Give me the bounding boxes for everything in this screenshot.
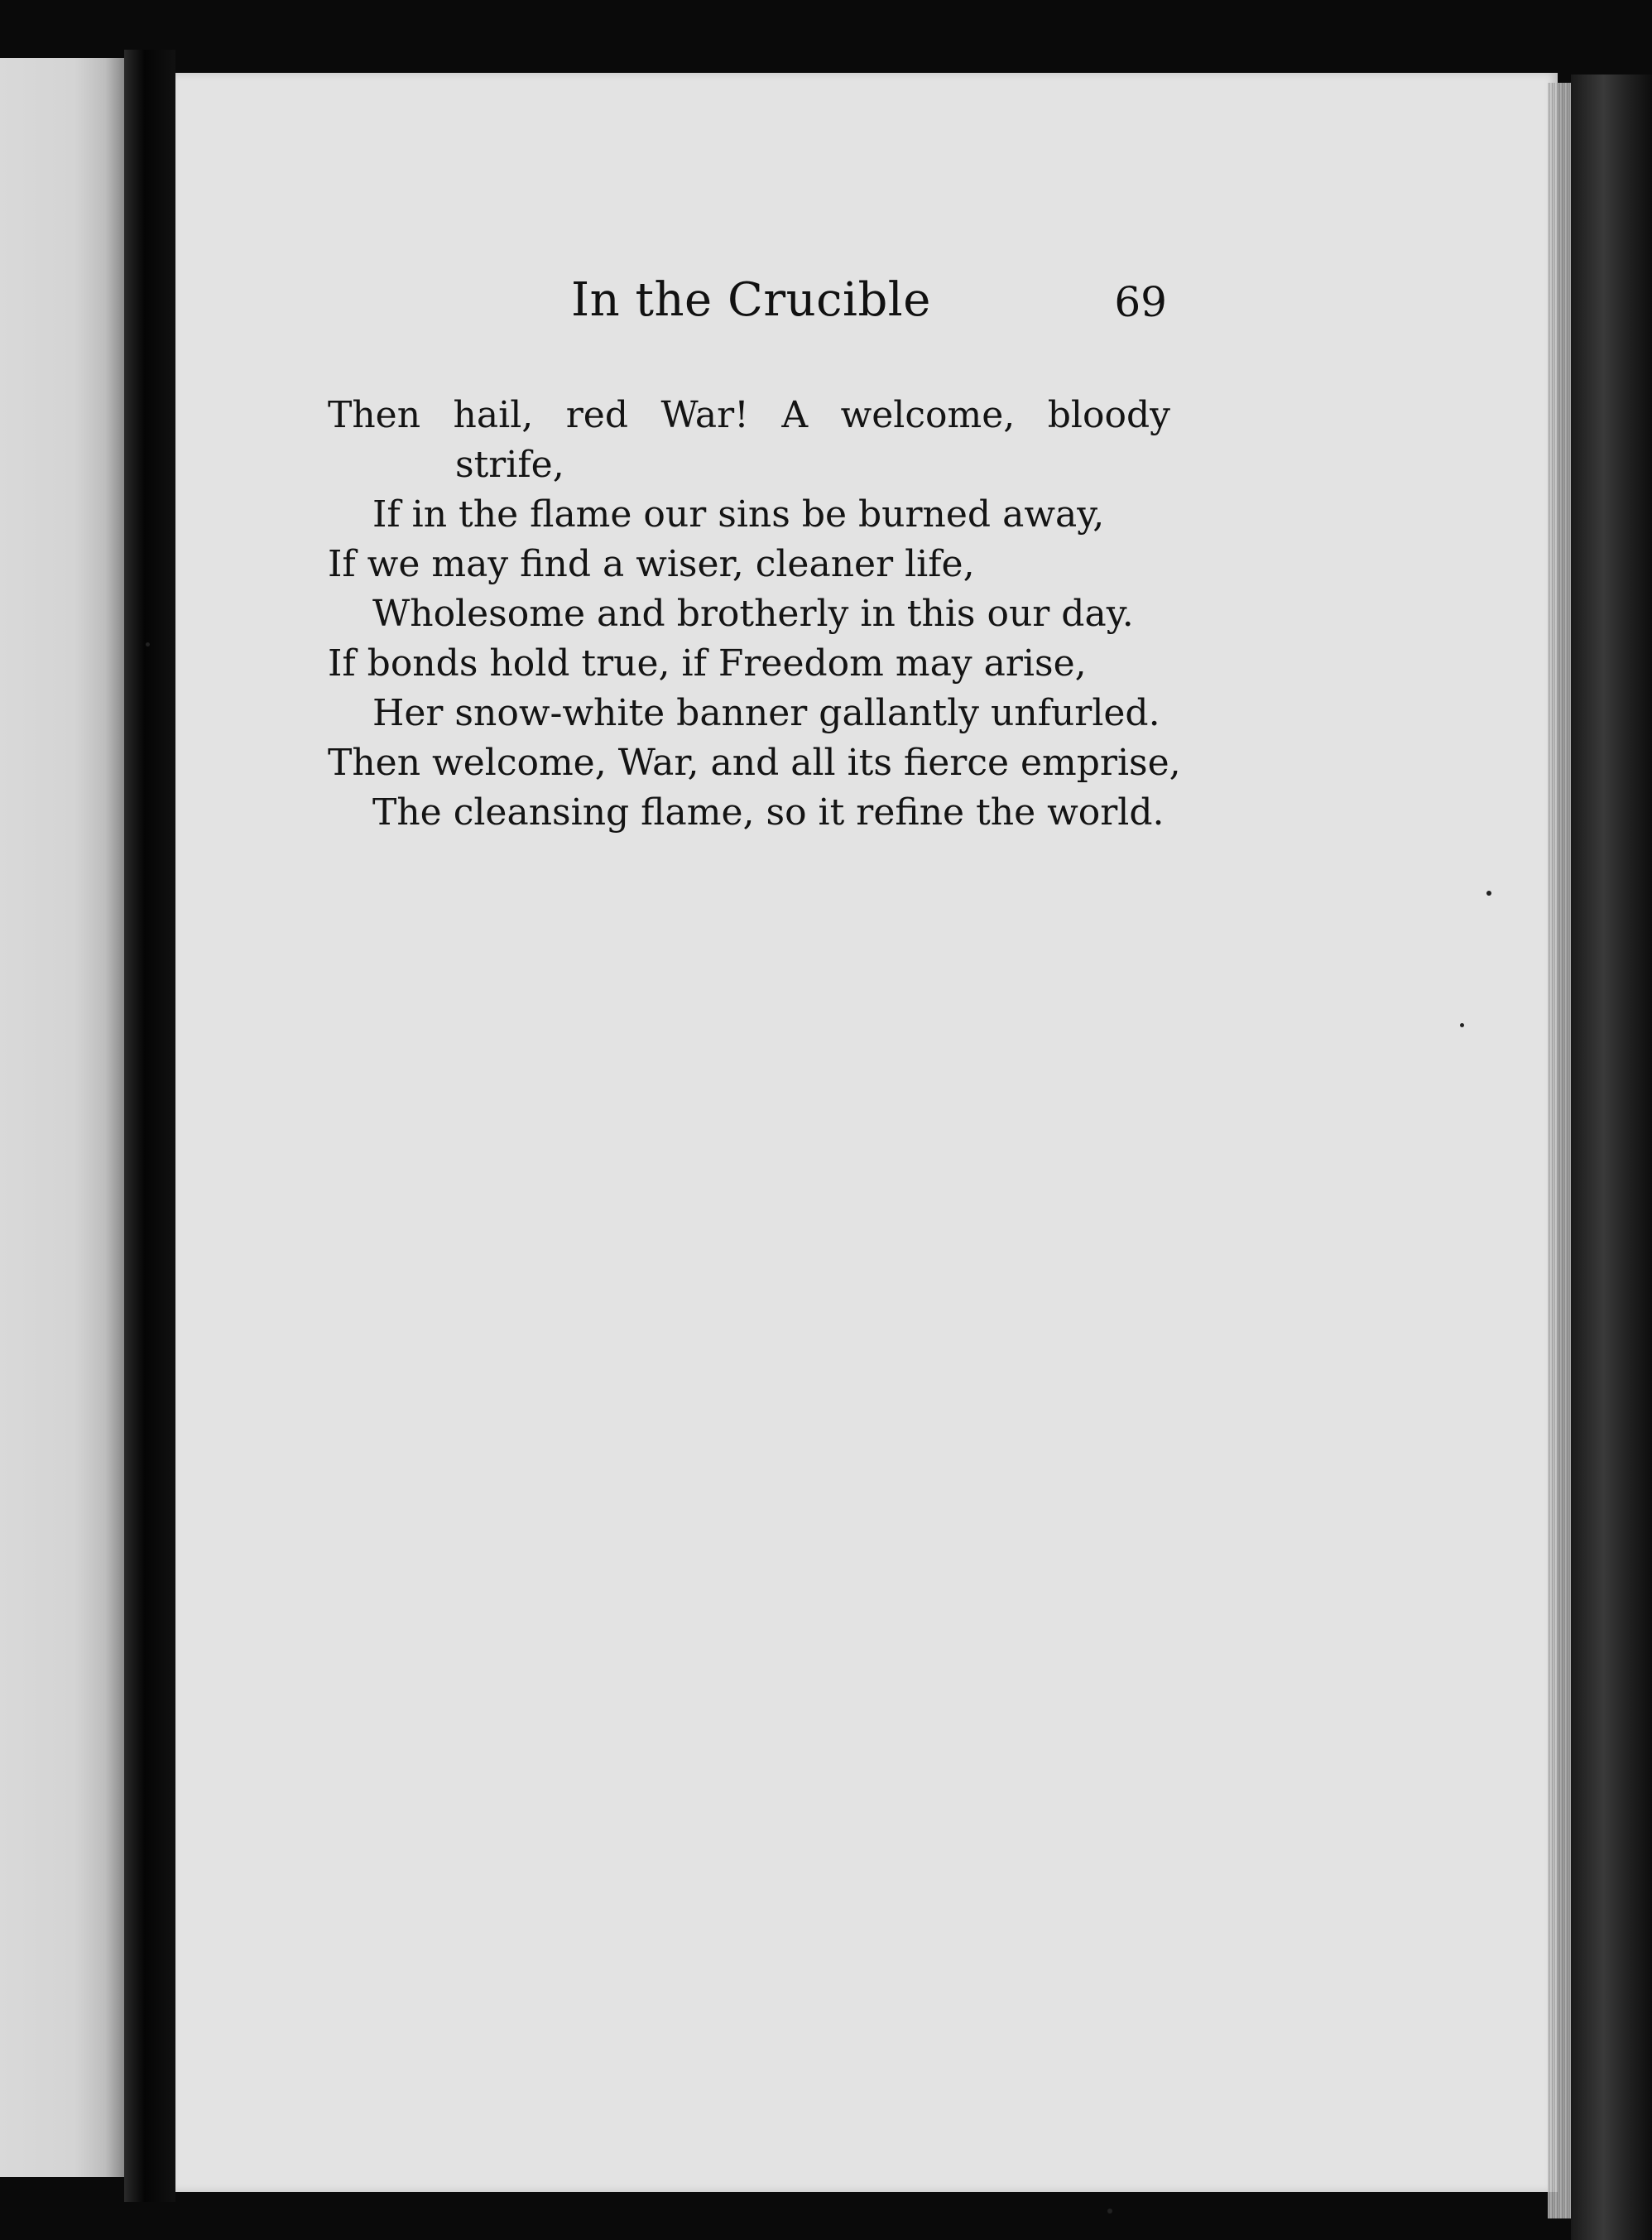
poem-line: If bonds hold true, if Freedom may arise,: [328, 642, 1087, 685]
poem-line: Wholesome and brotherly in this our day.: [372, 593, 1134, 635]
scan-speck: [1486, 891, 1491, 896]
poem-stanza: [328, 391, 1197, 838]
poem-line: If we may find a wiser, cleaner life,: [328, 543, 975, 585]
poem-line-turnover: strife,: [455, 444, 564, 486]
scan-speck: [1107, 2209, 1112, 2214]
poem-line: Then welcome, War, and all its fierce emprise,: [328, 742, 1181, 784]
poem-line: The cleansing flame, so it refine the world.: [372, 791, 1165, 834]
scan-speck: [146, 642, 150, 647]
running-title: In the Crucible: [571, 273, 931, 327]
page-number: 69: [1114, 278, 1167, 326]
poem-line: Then hail, red War! A welcome, bloody: [328, 394, 1170, 436]
book-gutter: [124, 50, 175, 2202]
scan-speck: [1460, 1023, 1464, 1027]
facing-page-edge: [0, 58, 124, 2177]
page-stack-edge: [1548, 83, 1571, 2218]
book-cover-edge: [1571, 75, 1652, 2240]
poem-line: If in the flame our sins be burned away,: [372, 493, 1105, 536]
running-head: [571, 273, 1200, 348]
poem-line: Her snow-white banner gallantly unfurled.: [372, 692, 1160, 734]
